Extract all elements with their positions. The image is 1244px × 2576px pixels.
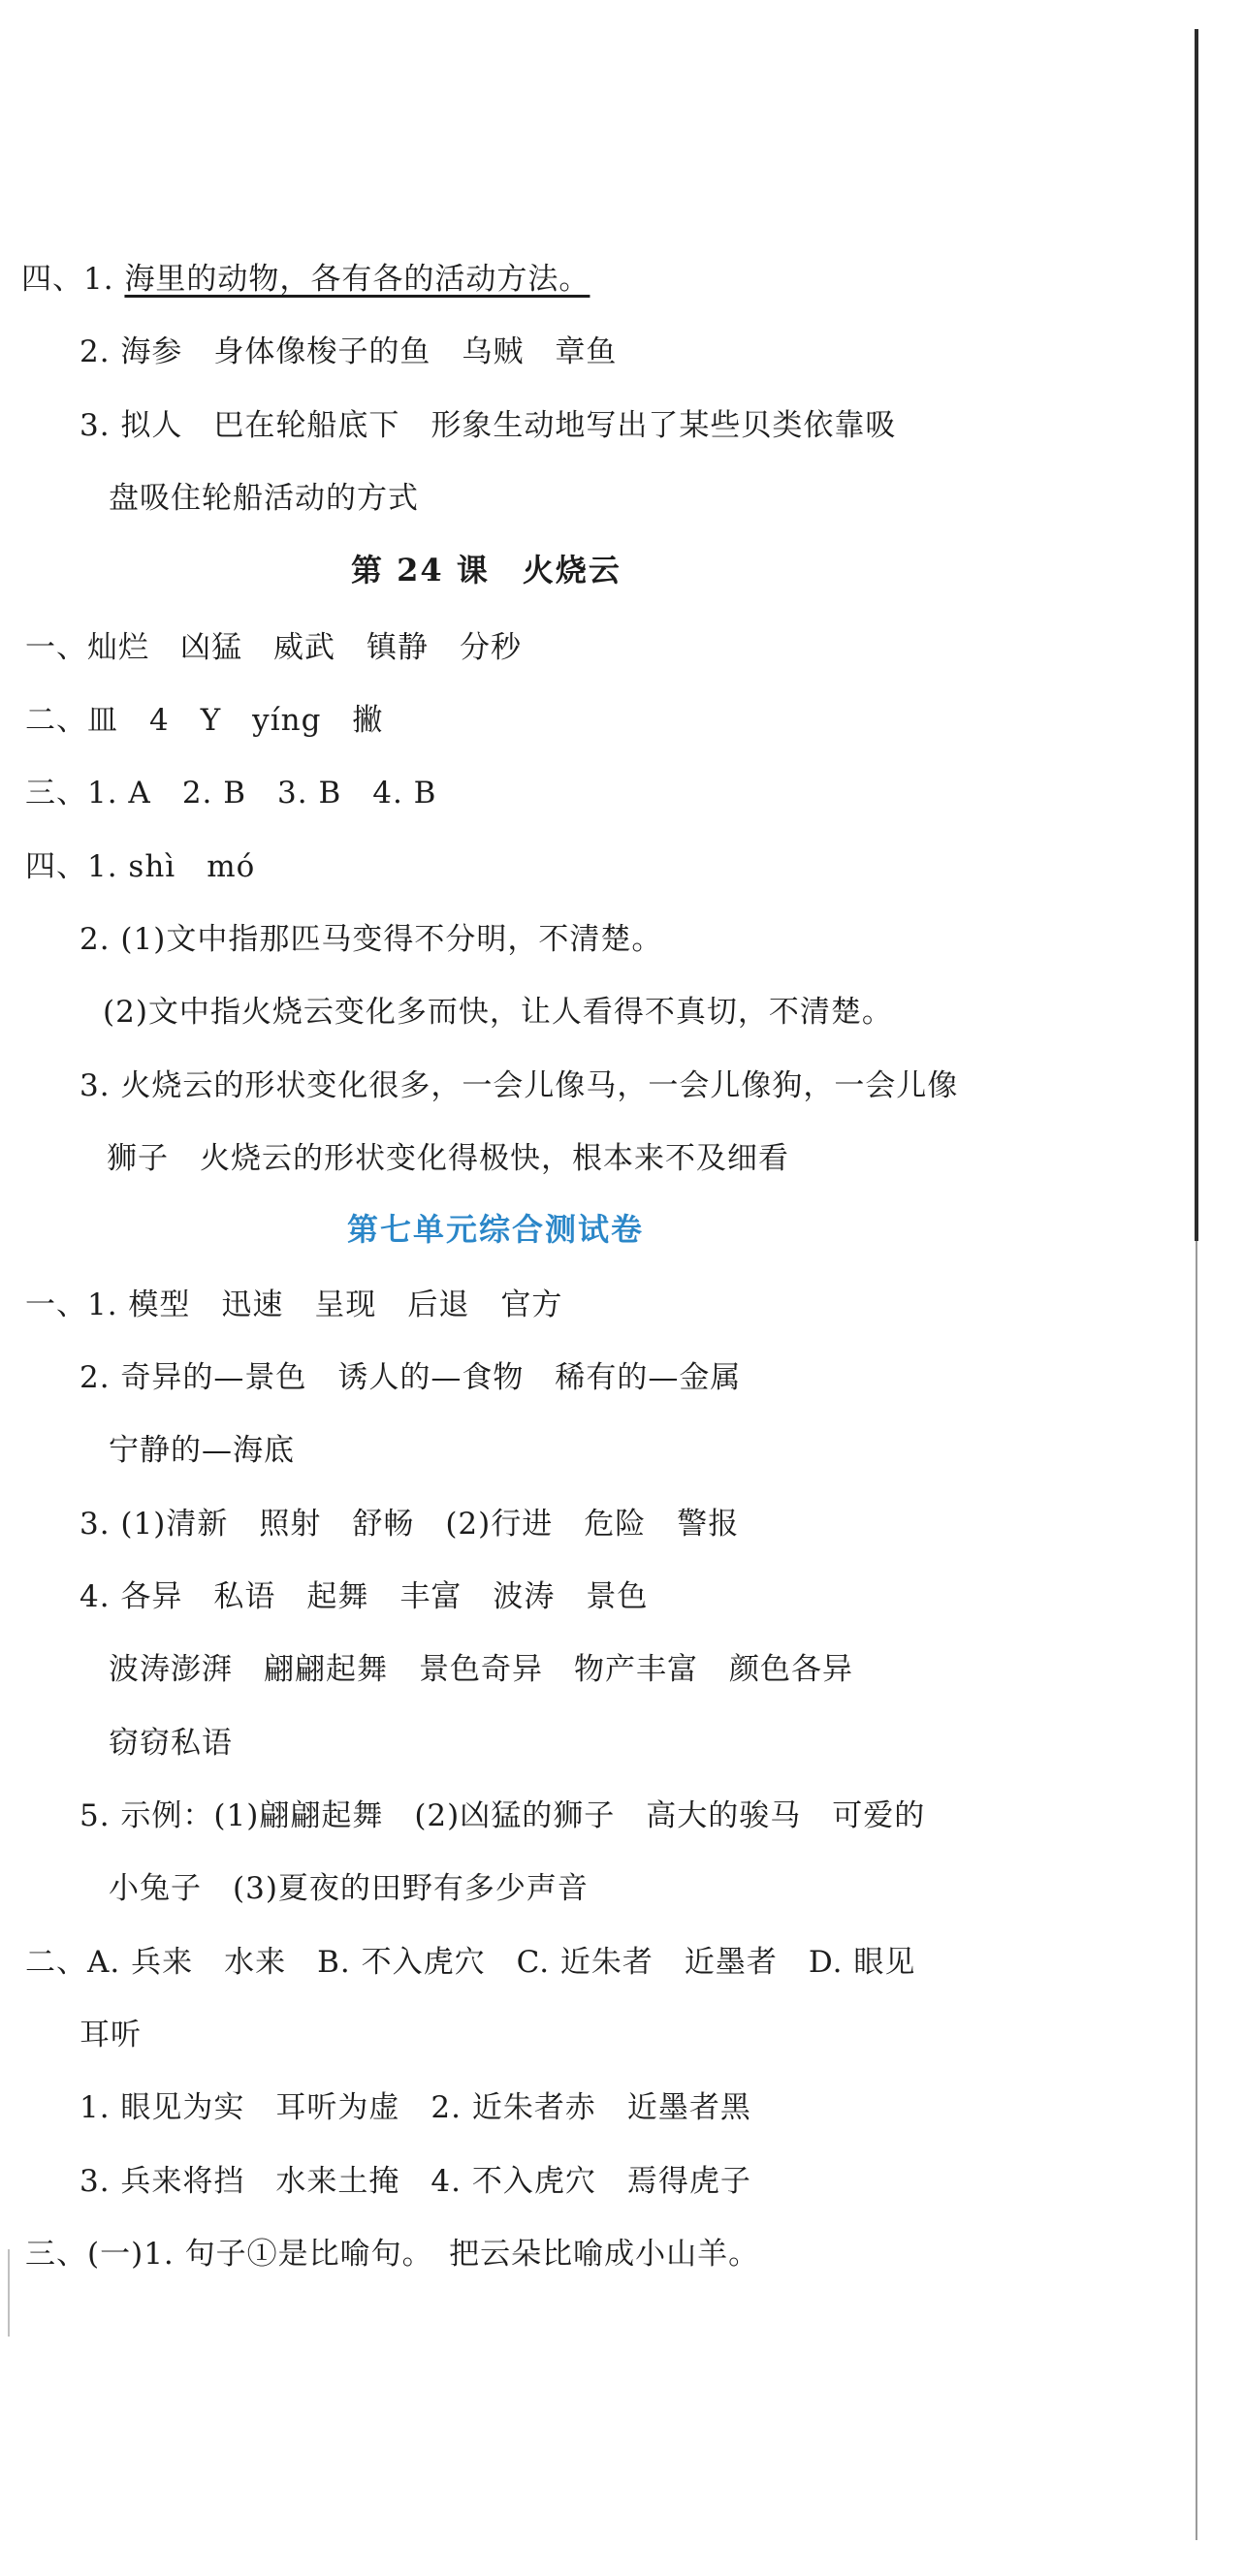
answer-line: 小兔子 (3)夏夜的田野有多少声音 [109,1871,589,1906]
answer-line: 波涛澎湃 翩翩起舞 景色奇异 物产丰富 颜色各异 [109,1652,853,1687]
answer-line: 狮子 火烧云的形状变化得极快，根本来不及细看 [107,1141,789,1176]
answer-line: 3. 拟人 巴在轮船底下 形象生动地写出了某些贝类依靠吸 [80,408,897,443]
answer-line: 盘吸住轮船活动的方式 [109,481,419,516]
answer-line: 3. (1)清新 照射 舒畅 (2)行进 危险 警报 [80,1507,740,1542]
lesson-heading: 第 24 课 火烧云 [351,552,622,588]
answer-line: 窃窃私语 [109,1726,233,1761]
answer-line: 四、1. shì mó [25,849,256,884]
answer-line: 2. (1)文中指那匹马变得不分明，不清楚。 [80,922,663,957]
page-edge-mark [8,2249,10,2337]
answer-prefix: 四、1. [21,262,125,297]
answer-line: 三、(一)1. 句子①是比喻句。 把云朵比喻成小山羊。 [25,2237,760,2272]
answer-line: 5. 示例：(1)翩翩起舞 (2)凶猛的狮子 高大的骏马 可爱的 [80,1798,926,1833]
answer-line: 3. 兵来将挡 水来土掩 4. 不入虎穴 焉得虎子 [80,2164,751,2199]
answer-line: 4. 各异 私语 起舞 丰富 波涛 景色 [80,1579,649,1614]
answer-line: 宁静的—海底 [109,1433,295,1468]
answer-line: 一、灿烂 凶猛 威武 镇静 分秒 [25,630,522,665]
answer-line: 2. 海参 身体像梭子的鱼 乌贼 章鱼 [80,334,618,369]
page-edge-shadow [1195,29,1198,1241]
answer-line [21,260,590,299]
answer-underlined-text: 海里的动物，各有各的活动方法。 [124,262,590,297]
answer-line: 二、皿 4 Y yíng 撇 [25,703,384,738]
answer-line: 2. 奇异的—景色 诱人的—食物 稀有的—金属 [80,1360,742,1395]
answer-line: 一、1. 模型 迅速 呈现 后退 官方 [25,1288,563,1322]
answer-line: (2)文中指火烧云变化多而快，让人看得不真切，不清楚。 [103,995,893,1030]
answer-line: 1. 眼见为实 耳听为虚 2. 近朱者赤 近墨者黑 [80,2090,751,2125]
unit-test-heading: 第七单元综合测试卷 [347,1211,645,1248]
answer-line: 3. 火烧云的形状变化很多，一会儿像马，一会儿像狗，一会儿像 [80,1068,959,1103]
page-edge-shadow [1196,1241,1197,2540]
answer-line: 三、1. A 2. B 3. B 4. B [25,776,437,811]
answer-line: 二、A. 兵来 水来 B. 不入虎穴 C. 近朱者 近墨者 D. 眼见 [25,1945,916,1980]
answer-line: 耳听 [80,2018,142,2052]
